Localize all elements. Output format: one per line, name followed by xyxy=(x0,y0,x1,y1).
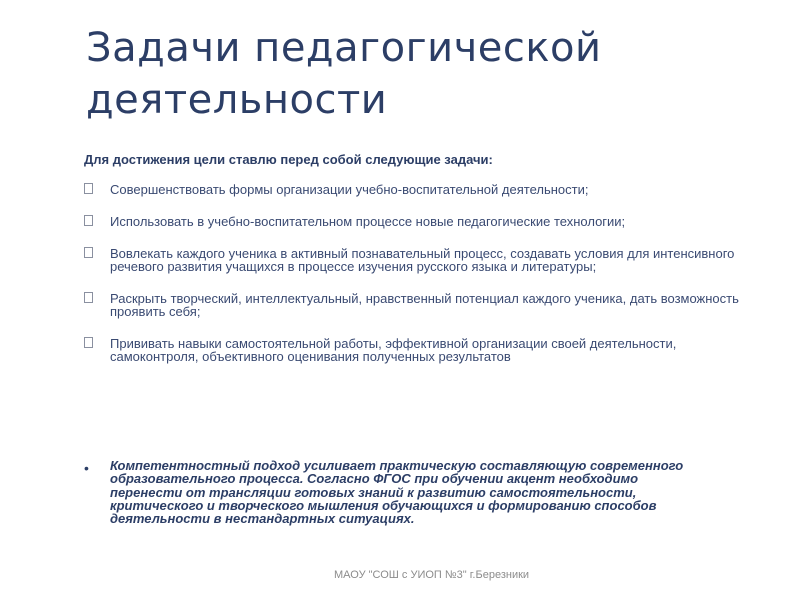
task-text: Прививать навыки самостоятельной работы, эффективной организации своей деятельности, самоконтроля, объективного оценивания полученных результатов xyxy=(110,336,677,364)
task-item xyxy=(84,183,744,196)
slide-title: Задачи педагогической деятельности xyxy=(86,25,602,123)
round-bullet-icon: • xyxy=(84,460,89,476)
task-text: Использовать в учебно-воспитательном процессе новые педагогические технологии; xyxy=(110,214,626,229)
task-text: Совершенствовать формы организации учебно-воспитательной деятельности; xyxy=(110,182,589,197)
lead-text: Для достижения цели ставлю перед собой следующие задачи: xyxy=(84,152,493,167)
task-item xyxy=(84,292,744,318)
square-bullet-icon xyxy=(84,183,93,194)
square-bullet-icon xyxy=(84,247,93,258)
square-bullet-icon xyxy=(84,292,93,303)
task-item xyxy=(84,247,744,273)
square-bullet-icon xyxy=(84,337,93,348)
task-list xyxy=(84,183,744,363)
task-text: Вовлекать каждого ученика в активный познавательный процесс, создавать условия для интенсивного речевого развития учащихся в процессе изучения русского языка и литературы; xyxy=(110,246,735,274)
task-text: Раскрыть творческий, интеллектуальный, нравственный потенциал каждого ученика, дать возможность проявить себя; xyxy=(110,291,739,319)
task-item xyxy=(84,215,744,228)
square-bullet-icon xyxy=(84,215,93,226)
task-item xyxy=(84,337,744,363)
footer-text: МАОУ "СОШ с УИОП №3" г.Березники xyxy=(334,569,530,581)
summary-block xyxy=(84,459,704,525)
summary-text: Компетентностный подход усиливает практическую составляющую современного образовательного процесса. Согласно ФГОС при обучении акцент необходимо перенести от трансляции готовых знаний к развитию самостоятельности, критического и творческого мышления обучающихся и формированию способов деятельности в нестандартных ситуациях. xyxy=(110,458,684,527)
slide-content xyxy=(84,152,744,382)
